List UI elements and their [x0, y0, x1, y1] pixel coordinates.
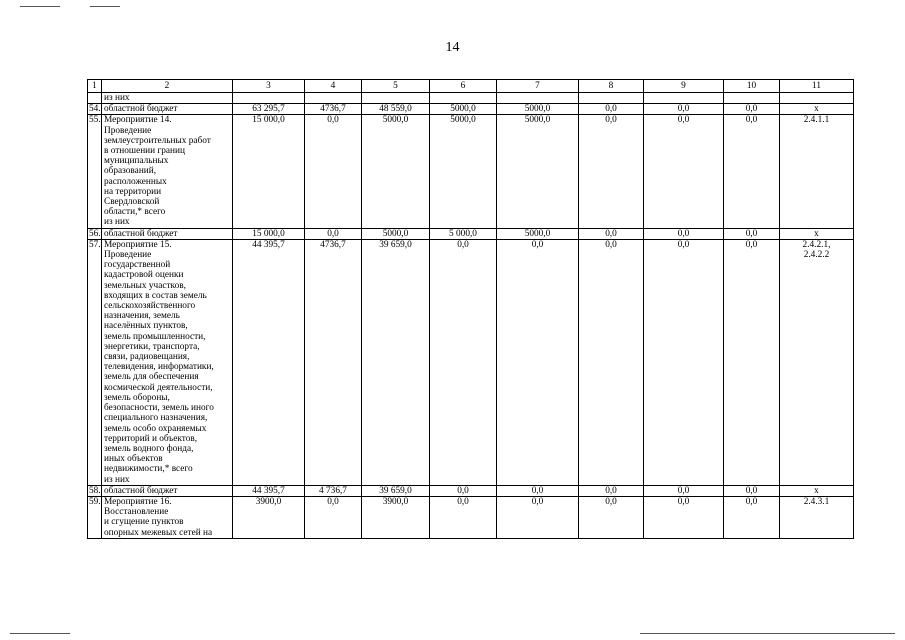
- row-number: 55.: [88, 115, 102, 228]
- row-name: [102, 115, 233, 228]
- value-cell: 0,0: [430, 239, 497, 485]
- column-header: 10: [724, 80, 780, 93]
- row-name-line: недвижимости,* всего: [104, 464, 193, 475]
- column-header: 5: [362, 80, 430, 93]
- row-name-line: Мероприятие 15.: [104, 239, 172, 250]
- target-indicator-cell: [780, 115, 854, 228]
- value-cell: 5000,0: [497, 115, 579, 228]
- row-number: 56.: [89, 228, 101, 239]
- row-name: [102, 93, 233, 104]
- row-name-line: Свердловской: [104, 197, 160, 208]
- value-cell: 0,0: [305, 496, 362, 538]
- row-name-line: области,* всего: [104, 207, 166, 218]
- row-name-line: в отношении границ: [104, 146, 185, 157]
- row-number: [88, 93, 102, 104]
- value-cell: 63 295,7: [233, 104, 305, 115]
- row-name-line: назначения, земель: [104, 311, 180, 322]
- value-cell: 0,0: [497, 239, 579, 485]
- value-cell: 0,0: [497, 496, 579, 538]
- value-cell: 5000,0: [497, 104, 579, 115]
- column-header: 7: [497, 80, 579, 93]
- row-name-line: государственной: [104, 260, 171, 271]
- value-cell: 0,0: [579, 485, 644, 496]
- value-cell: 4736,7: [305, 239, 362, 485]
- value-cell: 39 659,0: [362, 485, 430, 496]
- scan-edge-line-bottom-left: [10, 633, 70, 634]
- row-name-line: земель для обеспечения: [104, 372, 199, 383]
- value-cell: 0,0: [644, 228, 724, 239]
- row-name-line: космической деятельности,: [104, 382, 213, 393]
- value-cell: [362, 93, 430, 104]
- value-cell: 0,0: [430, 496, 497, 538]
- value-cell: 39 659,0: [362, 239, 430, 485]
- row-number: 59.: [88, 496, 102, 538]
- row-name-line: Восстановление: [104, 507, 169, 518]
- value-cell: 44 395,7: [233, 239, 305, 485]
- row-name-line: территорий и объектов,: [104, 433, 198, 444]
- target-indicator-line: 2.4.2.1,: [802, 239, 831, 250]
- target-indicator-line: 2.4.1.1: [803, 115, 830, 126]
- target-indicator-cell: [780, 104, 854, 115]
- row-name-line: опорных межевых сетей на: [104, 527, 213, 538]
- row-name-line: земель особо охраняемых: [104, 423, 207, 434]
- row-name-line: расположенных: [104, 176, 167, 187]
- row-name-line: землеустроительных работ: [104, 135, 211, 146]
- value-cell: 0,0: [497, 485, 579, 496]
- row-name: [102, 228, 233, 239]
- row-name-line: земель водного фонда,: [104, 443, 194, 454]
- table-body: [88, 80, 854, 539]
- value-cell: 15 000,0: [233, 228, 305, 239]
- value-cell: 0,0: [579, 239, 644, 485]
- target-indicator-line: x: [814, 228, 819, 239]
- value-cell: 5000,0: [497, 228, 579, 239]
- row-name-line: областной бюджет: [104, 104, 178, 115]
- value-cell: 0,0: [724, 228, 780, 239]
- value-cell: [233, 93, 305, 104]
- row-name-line: и сгущение пунктов: [104, 517, 184, 528]
- target-indicator-cell: [780, 239, 854, 485]
- target-indicator-cell: [780, 228, 854, 239]
- table-row: [88, 93, 854, 104]
- target-indicator-line: 2.4.3.1: [803, 496, 830, 507]
- column-header: 3: [233, 80, 305, 93]
- value-cell: 4736,7: [305, 104, 362, 115]
- value-cell: [430, 93, 497, 104]
- row-number: 57.: [88, 239, 102, 485]
- value-cell: 5000,0: [430, 115, 497, 228]
- table-row: [88, 228, 854, 239]
- table-row: [88, 104, 854, 115]
- column-header: 6: [430, 80, 497, 93]
- row-name-line: областной бюджет: [104, 228, 178, 239]
- row-name: [102, 239, 233, 485]
- row-name-line: связи, радиовещания,: [104, 352, 190, 363]
- value-cell: 3900,0: [233, 496, 305, 538]
- value-cell: [497, 93, 579, 104]
- row-name-line: из них: [104, 217, 130, 228]
- value-cell: 5000,0: [430, 104, 497, 115]
- row-name-line: образований,: [104, 166, 157, 177]
- value-cell: 0,0: [724, 496, 780, 538]
- row-number: 58.: [89, 485, 101, 496]
- value-cell: 0,0: [724, 485, 780, 496]
- row-name-line: кадастровой оценки: [104, 270, 184, 281]
- table-row: [88, 239, 854, 485]
- row-name-line: на территории: [104, 186, 162, 197]
- target-indicator-cell: [780, 485, 854, 496]
- value-cell: 0,0: [724, 239, 780, 485]
- value-cell: [724, 93, 780, 104]
- row-number: 54.: [89, 104, 101, 115]
- value-cell: 0,0: [644, 485, 724, 496]
- value-cell: 0,0: [305, 228, 362, 239]
- column-header: 9: [644, 80, 724, 93]
- value-cell: 48 559,0: [362, 104, 430, 115]
- value-cell: [644, 93, 724, 104]
- page-number: 14: [445, 40, 460, 55]
- table-header-row: [88, 80, 854, 93]
- column-header: 8: [579, 80, 644, 93]
- budget-table: [87, 79, 854, 539]
- value-cell: [305, 93, 362, 104]
- column-header: 1: [88, 80, 102, 93]
- target-indicator-line: 2.4.2.2: [803, 250, 830, 261]
- row-name-line: специального назначения,: [104, 413, 208, 424]
- row-name-line: из них: [104, 93, 130, 103]
- table-row: [88, 496, 854, 538]
- scan-edge-line-bottom-right: [640, 633, 895, 634]
- row-name-line: земель обороны,: [104, 392, 170, 403]
- value-cell: 0,0: [724, 104, 780, 115]
- scan-edge-line-top-left: [20, 6, 60, 7]
- value-cell: 0,0: [644, 496, 724, 538]
- value-cell: 0,0: [305, 115, 362, 228]
- row-name-line: населённых пунктов,: [104, 321, 188, 332]
- value-cell: 44 395,7: [233, 485, 305, 496]
- value-cell: 0,0: [430, 485, 497, 496]
- row-name-line: иных объектов: [104, 454, 163, 465]
- row-name-line: муниципальных: [104, 156, 169, 167]
- row-name-line: из них: [104, 474, 130, 485]
- target-indicator-cell: [780, 93, 854, 104]
- column-header: 2: [102, 80, 233, 93]
- row-name-line: земельных участков,: [104, 280, 186, 291]
- value-cell: 0,0: [579, 496, 644, 538]
- value-cell: [579, 93, 644, 104]
- value-cell: 5000,0: [362, 115, 430, 228]
- row-name-line: областной бюджет: [104, 485, 178, 496]
- row-name: [102, 104, 233, 115]
- target-indicator-line: x: [814, 485, 819, 496]
- row-name-line: телевидения, информатики,: [104, 362, 214, 373]
- row-name-line: Мероприятие 14.: [104, 115, 172, 126]
- table-row: [88, 115, 854, 228]
- table-row: [88, 485, 854, 496]
- value-cell: 3900,0: [362, 496, 430, 538]
- row-name-line: входящих в состав земель: [104, 290, 207, 301]
- value-cell: 15 000,0: [233, 115, 305, 228]
- value-cell: 0,0: [644, 115, 724, 228]
- value-cell: 0,0: [724, 115, 780, 228]
- row-name: [102, 496, 233, 538]
- row-name-line: безопасности, земель иного: [104, 403, 214, 414]
- row-name-line: энергетики, транспорта,: [104, 341, 200, 352]
- scan-edge-line-top-mid: [90, 6, 120, 7]
- row-name-line: земель промышленности,: [104, 331, 206, 342]
- row-name-line: Проведение: [104, 125, 152, 136]
- value-cell: 0,0: [644, 239, 724, 485]
- value-cell: 5000,0: [362, 228, 430, 239]
- value-cell: 0,0: [579, 104, 644, 115]
- target-indicator-line: x: [814, 104, 819, 115]
- row-name: [102, 485, 233, 496]
- row-name-line: сельскохозяйственного: [104, 301, 196, 312]
- value-cell: 0,0: [579, 228, 644, 239]
- column-header: 4: [305, 80, 362, 93]
- row-name-line: Мероприятие 16.: [104, 496, 172, 507]
- value-cell: 4 736,7: [305, 485, 362, 496]
- value-cell: 0,0: [644, 104, 724, 115]
- row-name-line: Проведение: [104, 250, 152, 261]
- column-header: 11: [780, 80, 854, 93]
- value-cell: 5 000,0: [430, 228, 497, 239]
- value-cell: 0,0: [579, 115, 644, 228]
- target-indicator-cell: [780, 496, 854, 538]
